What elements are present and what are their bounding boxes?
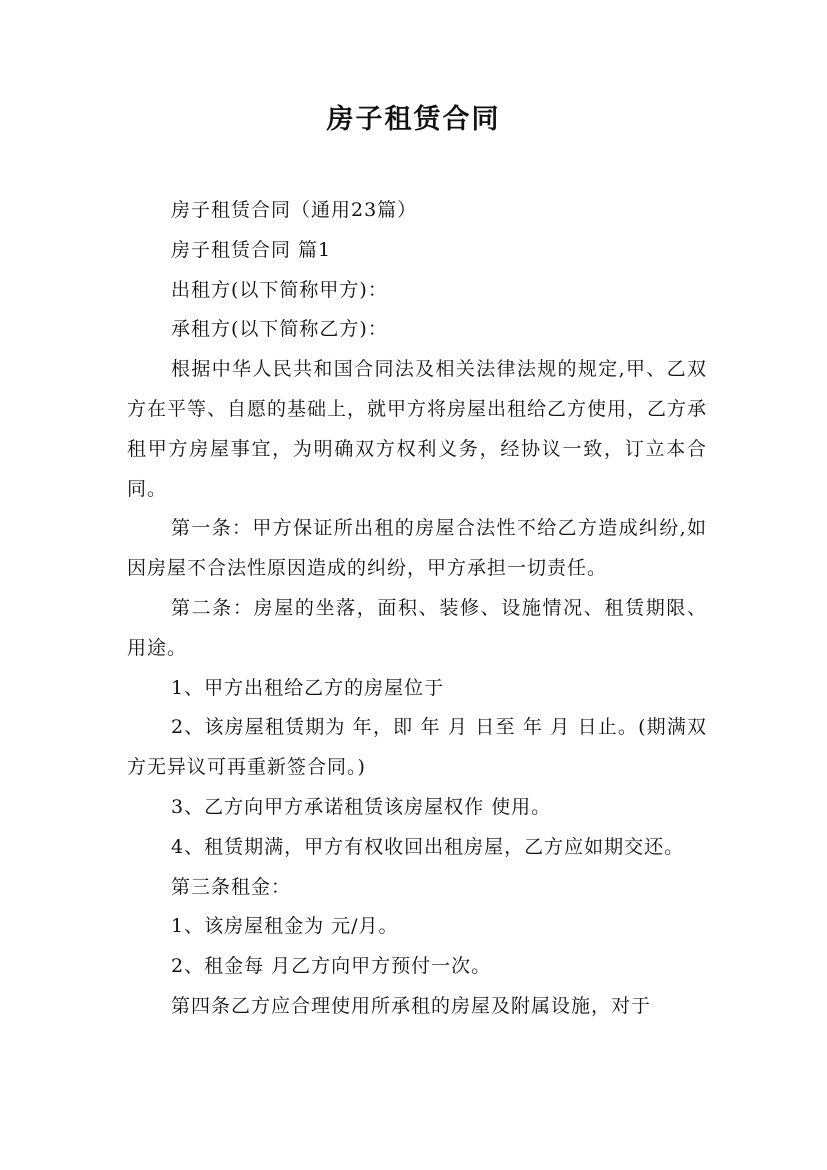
paragraph-lessor: 出租方(以下简称甲方)： [171, 278, 388, 301]
paragraph-article-3: 第三条租金： [171, 875, 292, 898]
paragraph-article-2-item-3: 3、乙方向甲方承诺租赁该房屋权作 使用。 [171, 795, 552, 818]
paragraph-section-heading: 房子租赁合同 篇1 [171, 238, 332, 261]
document-title: 房子租赁合同 [326, 104, 501, 135]
paragraph-article-2-item-4: 4、租赁期满，甲方有权收回出租房屋，乙方应如期交还。 [171, 835, 685, 858]
paragraph-preamble: 根据中华人民共和国合同法及相关法律法规的规定,甲、乙双方在平等、自愿的基础上，就甲方将房屋出租给乙方使用，乙方承租甲方房屋事宜，为明确双方权利义务，经协议一致，订立本合同。 [127, 358, 708, 500]
paragraph-article-2: 第二条：房屋的坐落，面积、装修、设施情况、租赁期限、用途。 [127, 596, 707, 659]
paragraph-article-1: 第一条：甲方保证所出租的房屋合法性不给乙方造成纠纷,如因房屋不合法性原因造成的纠纷，甲方承担一切责任。 [127, 517, 707, 580]
paragraph-article-3-item-1: 1、该房屋租金为 元/月。 [171, 915, 399, 938]
document-body [127, 191, 707, 1027]
paragraph-article-2-item-2: 2、该房屋租赁期为 年，即 年 月 日至 年 月 日止。(期满双方无异议可再重新签合同。) [127, 716, 707, 779]
paragraph-article-4: 第四条乙方应合理使用所承租的房屋及附属设施，对于 [171, 994, 652, 1017]
paragraph-subtitle: 房子租赁合同（通用23篇） [171, 199, 418, 221]
paragraph-article-3-item-2: 2、租金每 月乙方向甲方预付一次。 [171, 955, 492, 978]
paragraph-lessee: 承租方(以下简称乙方)： [171, 318, 388, 341]
paragraph-article-2-item-1: 1、甲方出租给乙方的房屋位于 [171, 676, 445, 699]
